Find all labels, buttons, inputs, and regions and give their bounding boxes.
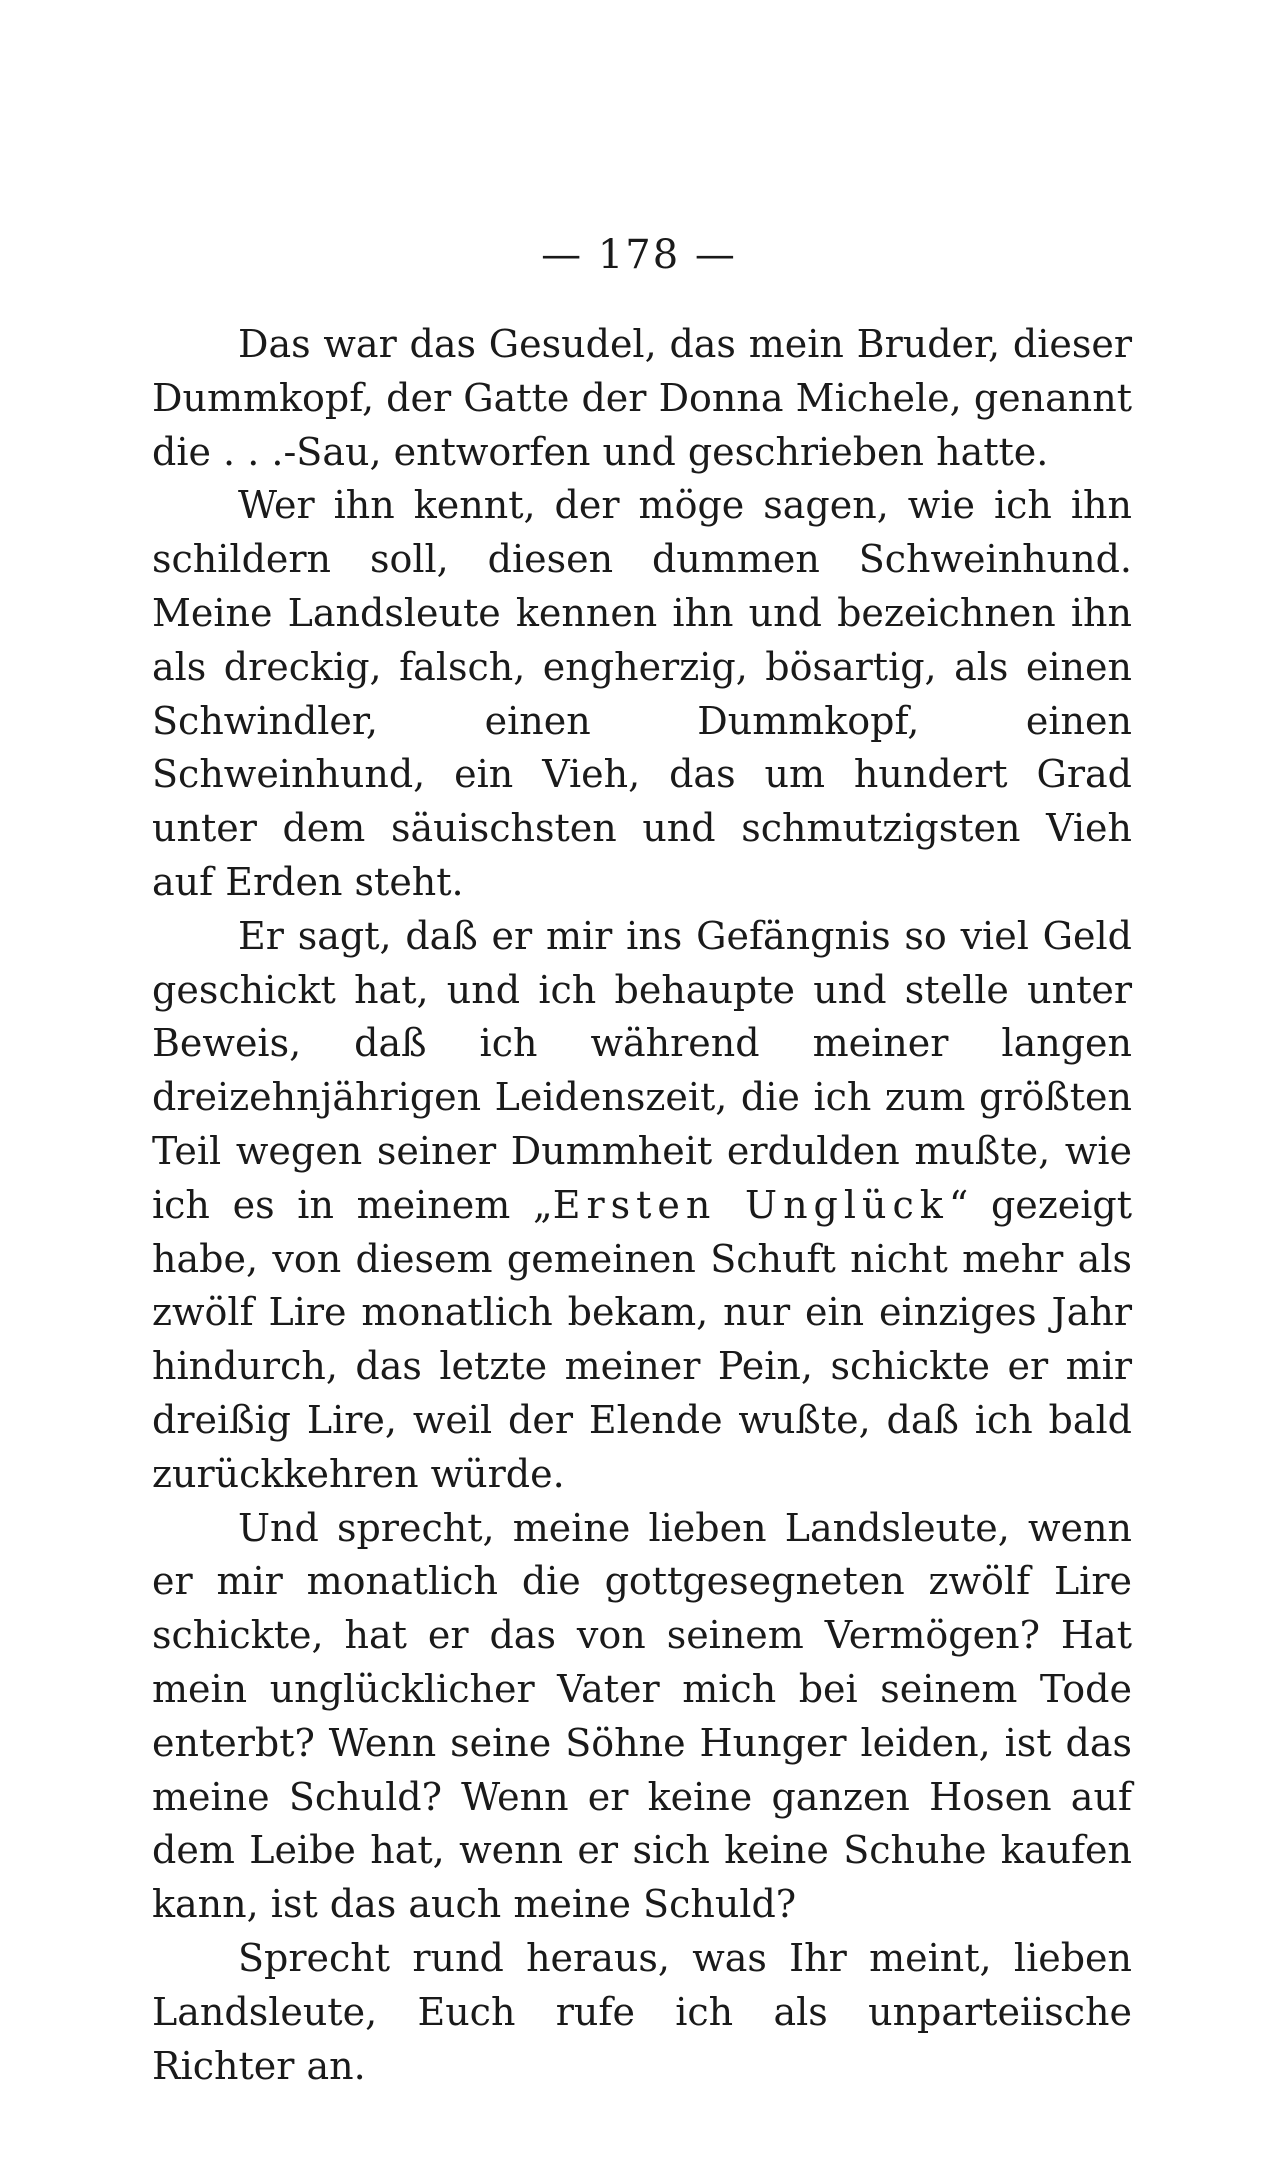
paragraph-4: Und sprecht, meine lieben Landsleute, wenn er mir monatlich die gottgesegneten zwölf Lire schickte, hat er das von seinem Vermögen? Hat mein unglücklicher Vater mich bei seinem Tode enterbt? Wenn seine Söhne Hunger leiden, ist das meine Schuld? Wenn er keine ganzen Hosen auf dem Leibe hat, wenn er sich keine Schuhe kaufen kann, ist das auch meine Schuld? xyxy=(152,1505,1132,1927)
paragraph-3 xyxy=(152,910,1132,1502)
paragraph-3-text-before: Er sagt, daß er mir ins Gefängnis so viel Geld geschickt hat, und ich behaupte und stelle unter Beweis, daß ich während meiner langen dreizehnjährigen Leidenszeit, die ich zum größten Teil wegen seiner Dummheit erdulden mußte, wie ich es in meinem „ xyxy=(152,913,1132,1227)
paragraph-1: Das war das Gesudel, das mein Bruder, dieser Dummkopf, der Gatte der Donna Michele, genannt die . . .-Sau, entworfen und geschrieben hatte. xyxy=(152,322,1132,474)
body-text xyxy=(152,318,1132,2093)
paragraph-5: Sprecht rund heraus, was Ihr meint, lieben Landsleute, Euch rufe ich als unparteiische Richter an. xyxy=(152,1935,1132,2088)
paragraph-3-text-after: “ gezeigt habe, von diesem gemeinen Schuft nicht mehr als zwölf Lire monatlich bekam, nur ein einziges Jahr hindurch, das letzte meiner Pein, schickte er mir dreißig Lire, weil der Elende wußte, daß ich bald zurückkehren würde. xyxy=(152,1182,1133,1496)
paragraph-2: Wer ihn kennt, der möge sagen, wie ich ihn schildern soll, diesen dummen Schweinhund. Meine Landsleute kennen ihn und bezeichnen ihn als dreckig, falsch, engherzig, bösartig, als einen Schwindler, einen Dummkopf, einen Schweinhund, ein Vieh, das um hundert Grad unter dem säuischsten und schmutzigsten Vieh auf Erden steht. xyxy=(152,483,1132,904)
page-number: — 178 — xyxy=(541,232,737,278)
book-title-emphasis: Ersten Unglück xyxy=(552,1182,949,1227)
